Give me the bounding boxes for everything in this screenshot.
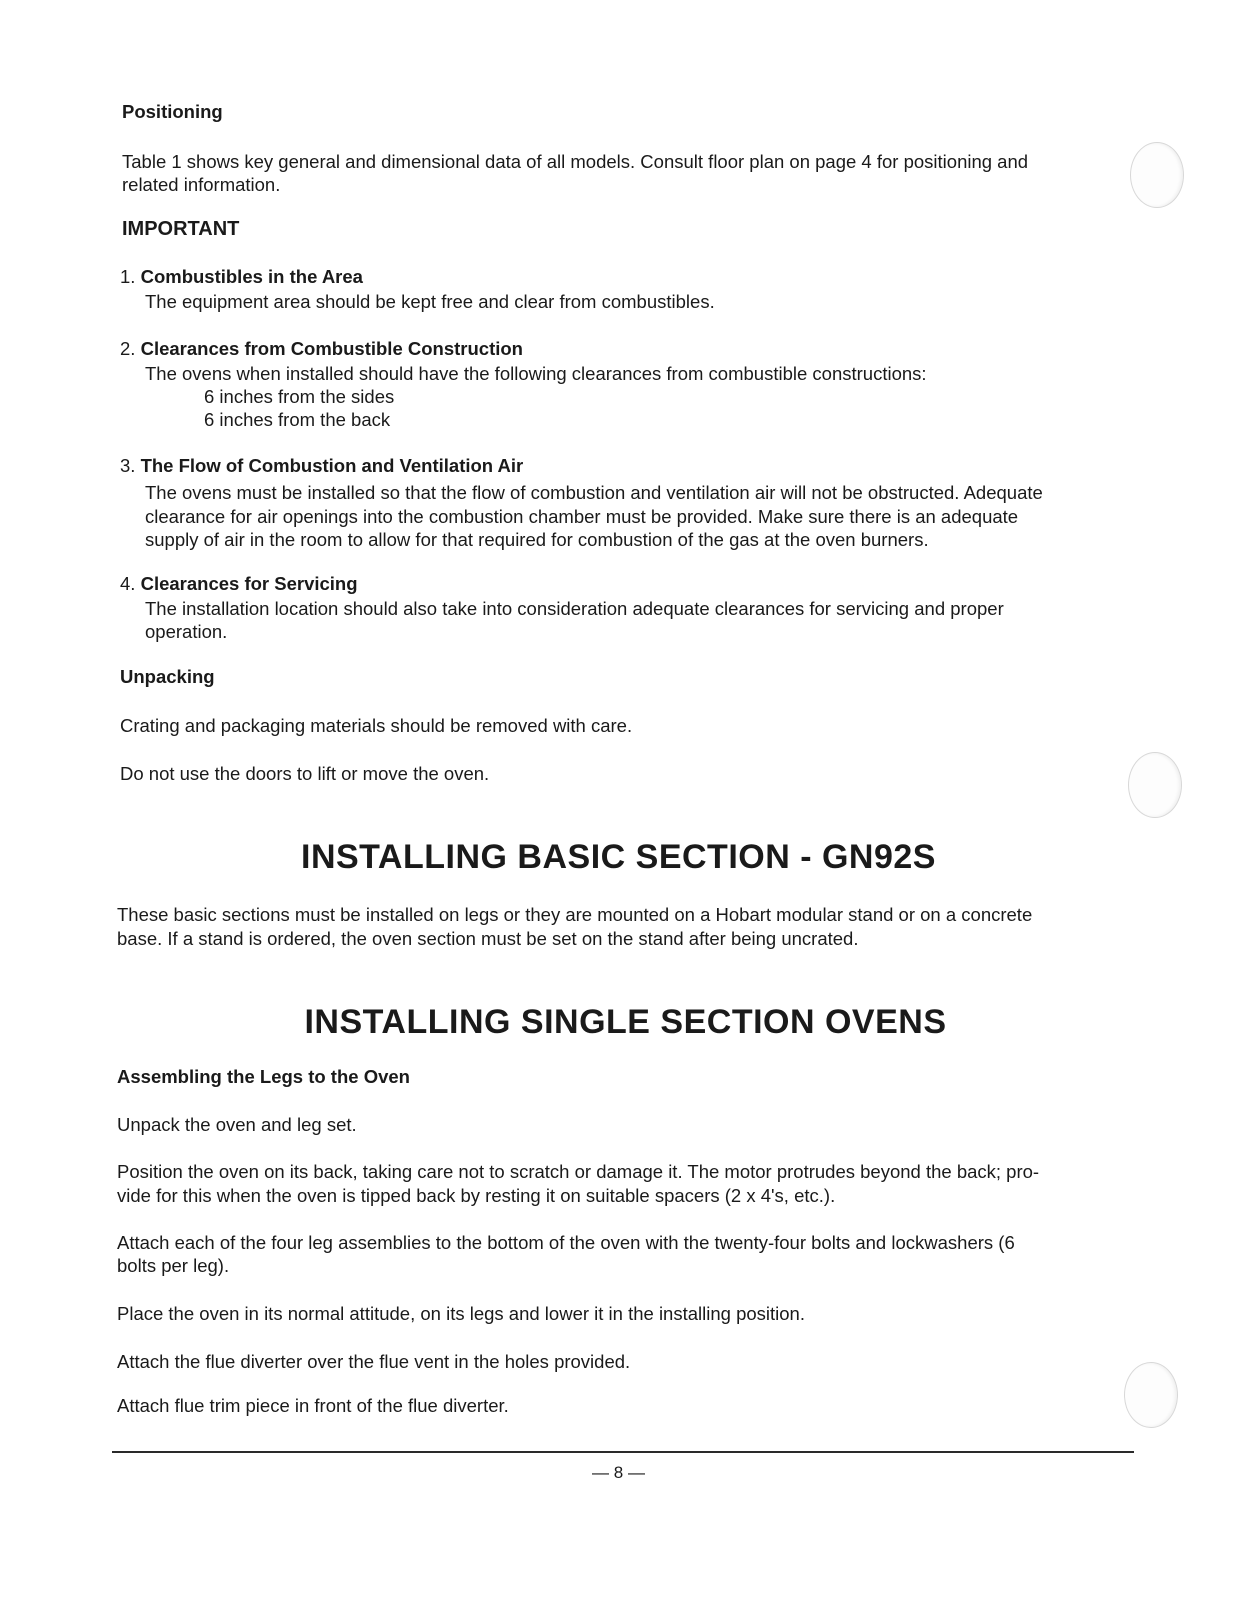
important-item-4-line-1: The installation location should also take into consideration adequate clearances for servicing and proper <box>145 598 1004 619</box>
item-title: The Flow of Combustion and Ventilation Air <box>140 455 524 476</box>
positioning-heading: Positioning <box>122 101 223 122</box>
single-section-heading: INSTALLING SINGLE SECTION OVENS <box>304 1003 947 1041</box>
page-number: — 8 — <box>592 1463 645 1482</box>
item-title: Clearances for Servicing <box>140 573 358 594</box>
item-title: Combustibles in the Area <box>140 266 363 287</box>
important-item-1-line-1: The equipment area should be kept free and clear from combustibles. <box>145 291 715 312</box>
positioning-line-1: Table 1 shows key general and dimensional data of all models. Consult floor plan on page 4 for positioning and <box>122 151 1029 172</box>
single-section-paragraph-2-line-1: Position the oven on its back, taking care not to scratch or damage it. The motor protrudes beyond the back; pro- <box>117 1161 1040 1182</box>
positioning-line-2: related information. <box>122 174 281 195</box>
item-number: 3. <box>120 455 136 476</box>
binder-hole-top <box>1130 142 1184 208</box>
important-item-4-title <box>120 572 358 596</box>
single-section-paragraph-6: Attach flue trim piece in front of the flue diverter. <box>117 1395 509 1416</box>
single-section-paragraph-1: Unpack the oven and leg set. <box>117 1114 357 1135</box>
item-number: 1. <box>120 266 136 287</box>
footer-rule <box>112 1451 1134 1453</box>
important-item-2-title <box>120 337 523 361</box>
unpacking-heading: Unpacking <box>120 666 215 687</box>
single-section-paragraph-3-line-1: Attach each of the four leg assemblies to the bottom of the oven with the twenty-four bolts and lockwashers (6 <box>117 1232 1015 1253</box>
important-item-2-sub-2: 6 inches from the back <box>204 409 391 430</box>
single-section-paragraph-3-line-2: bolts per leg). <box>117 1255 230 1276</box>
item-number: 4. <box>120 573 136 594</box>
unpacking-paragraph-2: Do not use the doors to lift or move the oven. <box>120 763 490 784</box>
single-section-paragraph-4: Place the oven in its normal attitude, on its legs and lower it in the installing position. <box>117 1303 805 1324</box>
basic-section-line-2: base. If a stand is ordered, the oven section must be set on the stand after being uncrated. <box>117 928 859 949</box>
single-section-subheading: Assembling the Legs to the Oven <box>117 1066 410 1087</box>
single-section-paragraph-2-line-2: vide for this when the oven is tipped back by resting it on suitable spacers (2 x 4's, etc.). <box>117 1185 836 1206</box>
important-item-2-line-1: The ovens when installed should have the following clearances from combustible constructions: <box>145 363 927 384</box>
important-heading: IMPORTANT <box>122 218 240 240</box>
important-item-3-line-1: The ovens must be installed so that the flow of combustion and ventilation air will not be obstructed. Adequate <box>145 482 1043 503</box>
binder-hole-bottom <box>1124 1362 1178 1428</box>
item-title: Clearances from Combustible Construction <box>140 338 523 359</box>
important-item-4-line-2: operation. <box>145 621 228 642</box>
binder-hole-middle <box>1128 752 1182 818</box>
basic-section-heading: INSTALLING BASIC SECTION - GN92S <box>301 838 936 876</box>
important-item-1-title <box>120 265 363 289</box>
item-number: 2. <box>120 338 136 359</box>
unpacking-paragraph-1: Crating and packaging materials should be removed with care. <box>120 715 633 736</box>
important-item-3-line-2: clearance for air openings into the combustion chamber must be provided. Make sure there is an adequate <box>145 506 1019 527</box>
important-item-2-sub-1: 6 inches from the sides <box>204 386 395 407</box>
important-item-3-title <box>120 454 523 478</box>
important-item-3-line-3: supply of air in the room to allow for that required for combustion of the gas at the oven burners. <box>145 529 929 550</box>
basic-section-line-1: These basic sections must be installed on legs or they are mounted on a Hobart modular stand or on a concrete <box>117 904 1033 925</box>
single-section-paragraph-5: Attach the flue diverter over the flue vent in the holes provided. <box>117 1351 631 1372</box>
